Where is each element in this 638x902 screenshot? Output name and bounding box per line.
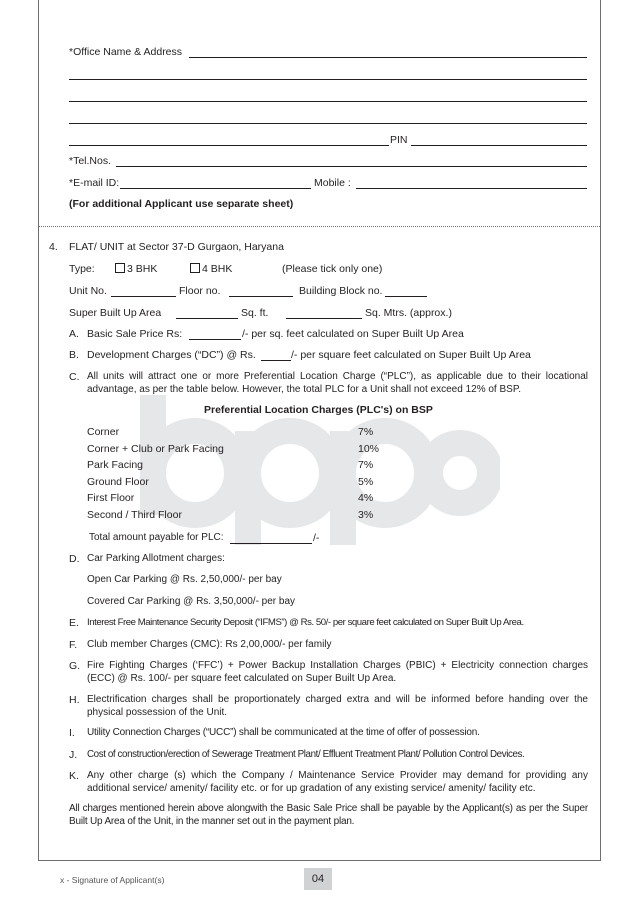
item-a-text-1: Basic Sale Price Rs: [87, 328, 183, 340]
sqft-label: Sq. ft. [241, 307, 269, 319]
plc-row-value: 7% [358, 426, 374, 438]
item-f-text: Club member Charges (CMC): Rs 2,00,000/- per family [87, 639, 332, 650]
item-b-text-1: Development Charges (“DC”) @ Rs. [87, 349, 256, 361]
floor-no-label: Floor no. [179, 285, 221, 297]
email-label: *E-mail ID: [69, 177, 120, 189]
item-a-letter: A. [69, 328, 79, 340]
item-j-text: Cost of construction/erection of Sewerage Treatment Plant/ Effluent Treatment Plant/ Pollution Control Devices. [87, 749, 525, 760]
plc-total-field[interactable] [230, 543, 312, 544]
super-area-sqft-field[interactable] [176, 318, 238, 319]
unit-no-label: Unit No. [69, 285, 107, 297]
section-title: FLAT/ UNIT at Sector 37-D Gurgaon, Haryana [69, 241, 284, 253]
plc-total-suffix: /- [313, 532, 320, 544]
office-address-label: *Office Name & Address [69, 46, 183, 58]
item-c-letter: C. [69, 371, 80, 383]
address-line-2[interactable] [69, 79, 587, 80]
plc-row-value: 10% [358, 443, 380, 455]
item-d-text: Car Parking Allotment charges: [87, 553, 225, 564]
option-3bhk-label: 3 BHK [127, 263, 158, 275]
development-charges-field[interactable] [261, 360, 291, 361]
item-i-letter: I. [69, 727, 75, 739]
covered-parking-text: Covered Car Parking @ Rs. 3,50,000/- per bay [87, 596, 296, 607]
address-line-5[interactable] [69, 145, 389, 146]
tel-label: *Tel.Nos. [69, 155, 112, 167]
item-k-text: Any other charge (s) which the Company / Maintenance Service Provider may demand for providing any additional service/ amenity/ facility etc. or for up gradation of any existing service/ amenity/ facility etc. [87, 770, 588, 794]
tick-note: (Please tick only one) [282, 263, 383, 275]
item-f-letter: F. [69, 639, 78, 651]
plc-table-title: Preferential Location Charges (PLC's) on BSP [204, 404, 433, 416]
plc-total-label: Total amount payable for PLC: [89, 532, 224, 543]
floor-no-field[interactable] [229, 296, 293, 297]
plc-row-name: First Floor [87, 492, 135, 504]
item-h-letter: H. [69, 694, 80, 706]
mobile-field[interactable] [356, 188, 587, 189]
tel-field[interactable] [116, 166, 587, 167]
item-a-text-2: /- per sq. feet calculated on Super Built Up Area [242, 328, 464, 340]
item-h-text: Electrification charges shall be proportionately charged extra and will be informed before handing over the physical possession of the Unit. [87, 694, 588, 718]
address-line-3[interactable] [69, 101, 587, 102]
basic-sale-price-field[interactable] [189, 339, 241, 340]
email-field[interactable] [120, 188, 311, 189]
item-k-letter: K. [69, 770, 79, 782]
super-area-label: Super Built Up Area [69, 307, 162, 319]
item-b-text-2: /- per square feet calculated on Super Built Up Area [291, 349, 531, 361]
additional-applicant-note: (For additional Applicant use separate sheet) [69, 198, 294, 210]
signature-label: x - Signature of Applicant(s) [60, 875, 165, 885]
item-i-text: Utility Connection Charges (“UCC”) shall be communicated at the time of offer of possession. [87, 727, 480, 738]
sqmtrs-label: Sq. Mtrs. (approx.) [365, 307, 452, 319]
plc-row-value: 3% [358, 509, 374, 521]
item-e-letter: E. [69, 617, 79, 629]
item-g-text: Fire Fighting Charges (‘FFC’) + Power Backup Installation Charges (PBIC) + Electricity connection charges (ECC) @ Rs. 100/- per square feet calculated on Super Built Up Area. [87, 660, 588, 684]
block-no-label: Building Block no. [299, 285, 383, 297]
plc-row-value: 7% [358, 459, 374, 471]
option-4bhk[interactable] [190, 263, 232, 275]
office-address-field[interactable] [189, 57, 587, 58]
unit-no-field[interactable] [111, 296, 176, 297]
plc-row-name: Park Facing [87, 459, 144, 471]
pin-label: PIN [390, 134, 408, 146]
option-3bhk[interactable] [115, 263, 157, 275]
item-c-text: All units will attract one or more Preferential Location Charge (“PLC”), as applicable due to their locational advantage, as per the table below. However, the total PLC for a Unit shall not exceed 12% of BSP. [87, 371, 588, 395]
mobile-label: Mobile : [314, 177, 351, 189]
super-area-sqm-field[interactable] [286, 318, 362, 319]
address-line-4[interactable] [69, 123, 587, 124]
plc-row-value: 4% [358, 492, 374, 504]
item-g-letter: G. [69, 660, 81, 672]
item-e-text: Interest Free Maintenance Security Deposit (“IFMS”) @ Rs. 50/- per square feet calculated on Super Built Up Area. [87, 617, 524, 628]
checkbox-4bhk[interactable] [190, 263, 200, 273]
section-divider [38, 226, 600, 227]
item-j-letter: J. [69, 749, 78, 761]
plc-row-name: Second / Third Floor [87, 509, 182, 521]
type-label: Type: [69, 263, 95, 275]
checkbox-3bhk[interactable] [115, 263, 125, 273]
plc-row-name: Ground Floor [87, 476, 149, 488]
plc-row-value: 5% [358, 476, 374, 488]
section-number: 4. [49, 241, 58, 253]
plc-row-name: Corner + Club or Park Facing [87, 443, 224, 455]
item-b-letter: B. [69, 349, 79, 361]
pin-field[interactable] [411, 145, 587, 146]
bptp-watermark-logo [140, 395, 500, 545]
closing-paragraph: All charges mentioned herein above alongwith the Basic Sale Price shall be payable by the Applicant(s) as per the Super Built Up Area of the Unit, in the manner set out in the payment plan. [69, 803, 588, 827]
item-d-letter: D. [69, 553, 80, 565]
block-no-field[interactable] [385, 296, 427, 297]
open-parking-text: Open Car Parking @ Rs. 2,50,000/- per bay [87, 574, 282, 585]
option-4bhk-label: 4 BHK [202, 263, 233, 275]
plc-row-name: Corner [87, 426, 120, 438]
page-number-badge: 04 [304, 868, 332, 890]
